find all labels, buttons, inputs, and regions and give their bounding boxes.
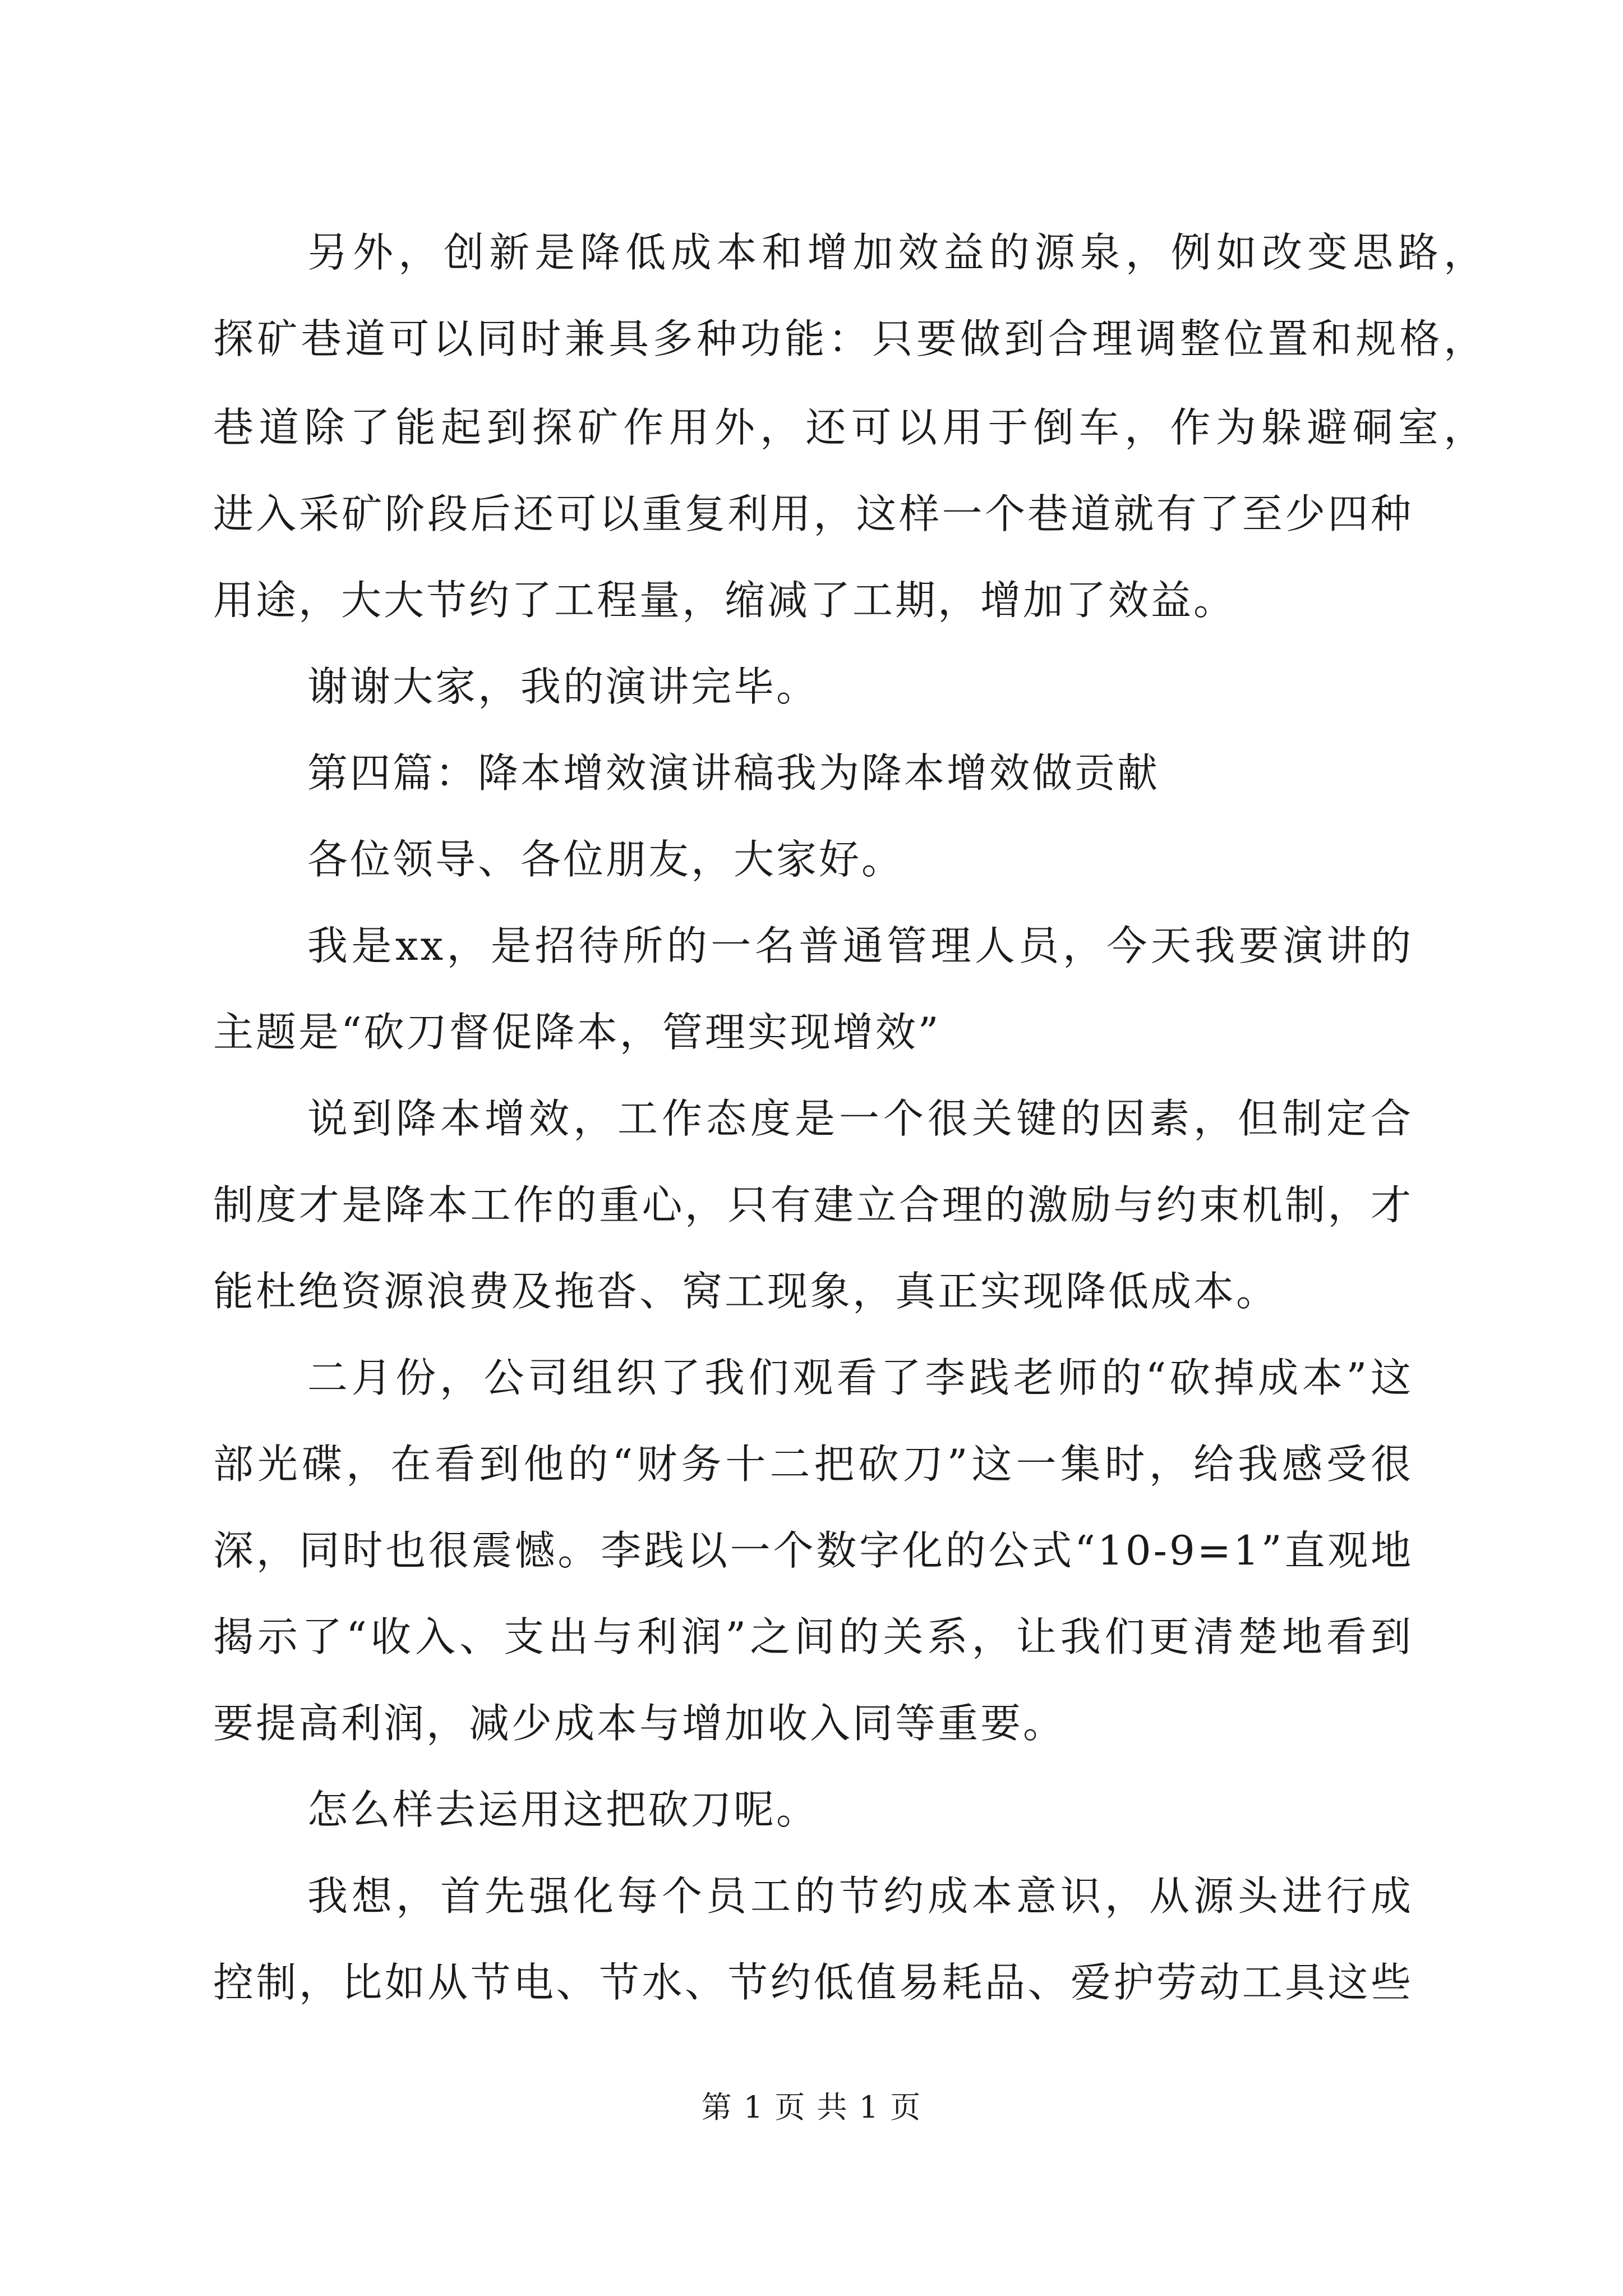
text-line: 二月份，公司组织了我们观看了李践老师的“砍掉成本”这	[307, 1354, 1413, 1401]
text-line: 主题是“砍刀督促降本，管理实现增效”	[213, 1009, 941, 1056]
text-line: 谢谢大家，我的演讲完毕。	[307, 663, 819, 710]
text-line: 进入采矿阶段后还可以重复利用，这样一个巷道就有了至少四种	[213, 490, 1413, 537]
text-line: 怎么样去运用这把砍刀呢。	[307, 1786, 819, 1833]
text-line: 巷道除了能起到探矿作用外，还可以用于倒车，作为躲避硐室，	[213, 404, 1486, 451]
text-line: 要提高利润，减少成本与增加收入同等重要。	[213, 1700, 1066, 1747]
text-line: 制度才是降本工作的重心，只有建立合理的激励与约束机制，才	[213, 1181, 1413, 1228]
text-line: 各位领导、各位朋友，大家好。	[307, 836, 905, 883]
text-line: 用途，大大节约了工程量，缩减了工期，增加了效益。	[213, 577, 1237, 624]
text-line: 揭示了“收入、支出与利润”之间的关系，让我们更清楚地看到	[213, 1613, 1413, 1660]
text-line: 我想，首先强化每个员工的节约成本意识，从源头进行成	[307, 1872, 1413, 1920]
text-line: 能杜绝资源浪费及拖沓、窝工现象，真正实现降低成本。	[213, 1268, 1279, 1315]
text-line: 说到降本增效，工作态度是一个很关键的因素，但制定合	[307, 1095, 1413, 1142]
text-line: 我是xx，是招待所的一名普通管理人员，今天我要演讲的	[307, 922, 1413, 969]
text-line: 探矿巷道可以同时兼具多种功能：只要做到合理调整位置和规格，	[213, 315, 1486, 362]
text-line: 部光碟，在看到他的“财务十二把砍刀”这一集时，给我感受很	[213, 1441, 1413, 1488]
page-footer: 第 1 页 共 1 页	[701, 2090, 922, 2125]
section-heading: 第四篇：降本增效演讲稿我为降本增效做贡献	[307, 749, 1160, 797]
text-line: 控制，比如从节电、节水、节约低值易耗品、爱护劳动工具这些	[213, 1959, 1413, 2006]
text-line: 另外，创新是降低成本和增加效益的源泉，例如改变思路，	[307, 229, 1486, 276]
text-line: 深，同时也很震憾。李践以一个数字化的公式“10-9=1”直观地	[213, 1527, 1413, 1574]
